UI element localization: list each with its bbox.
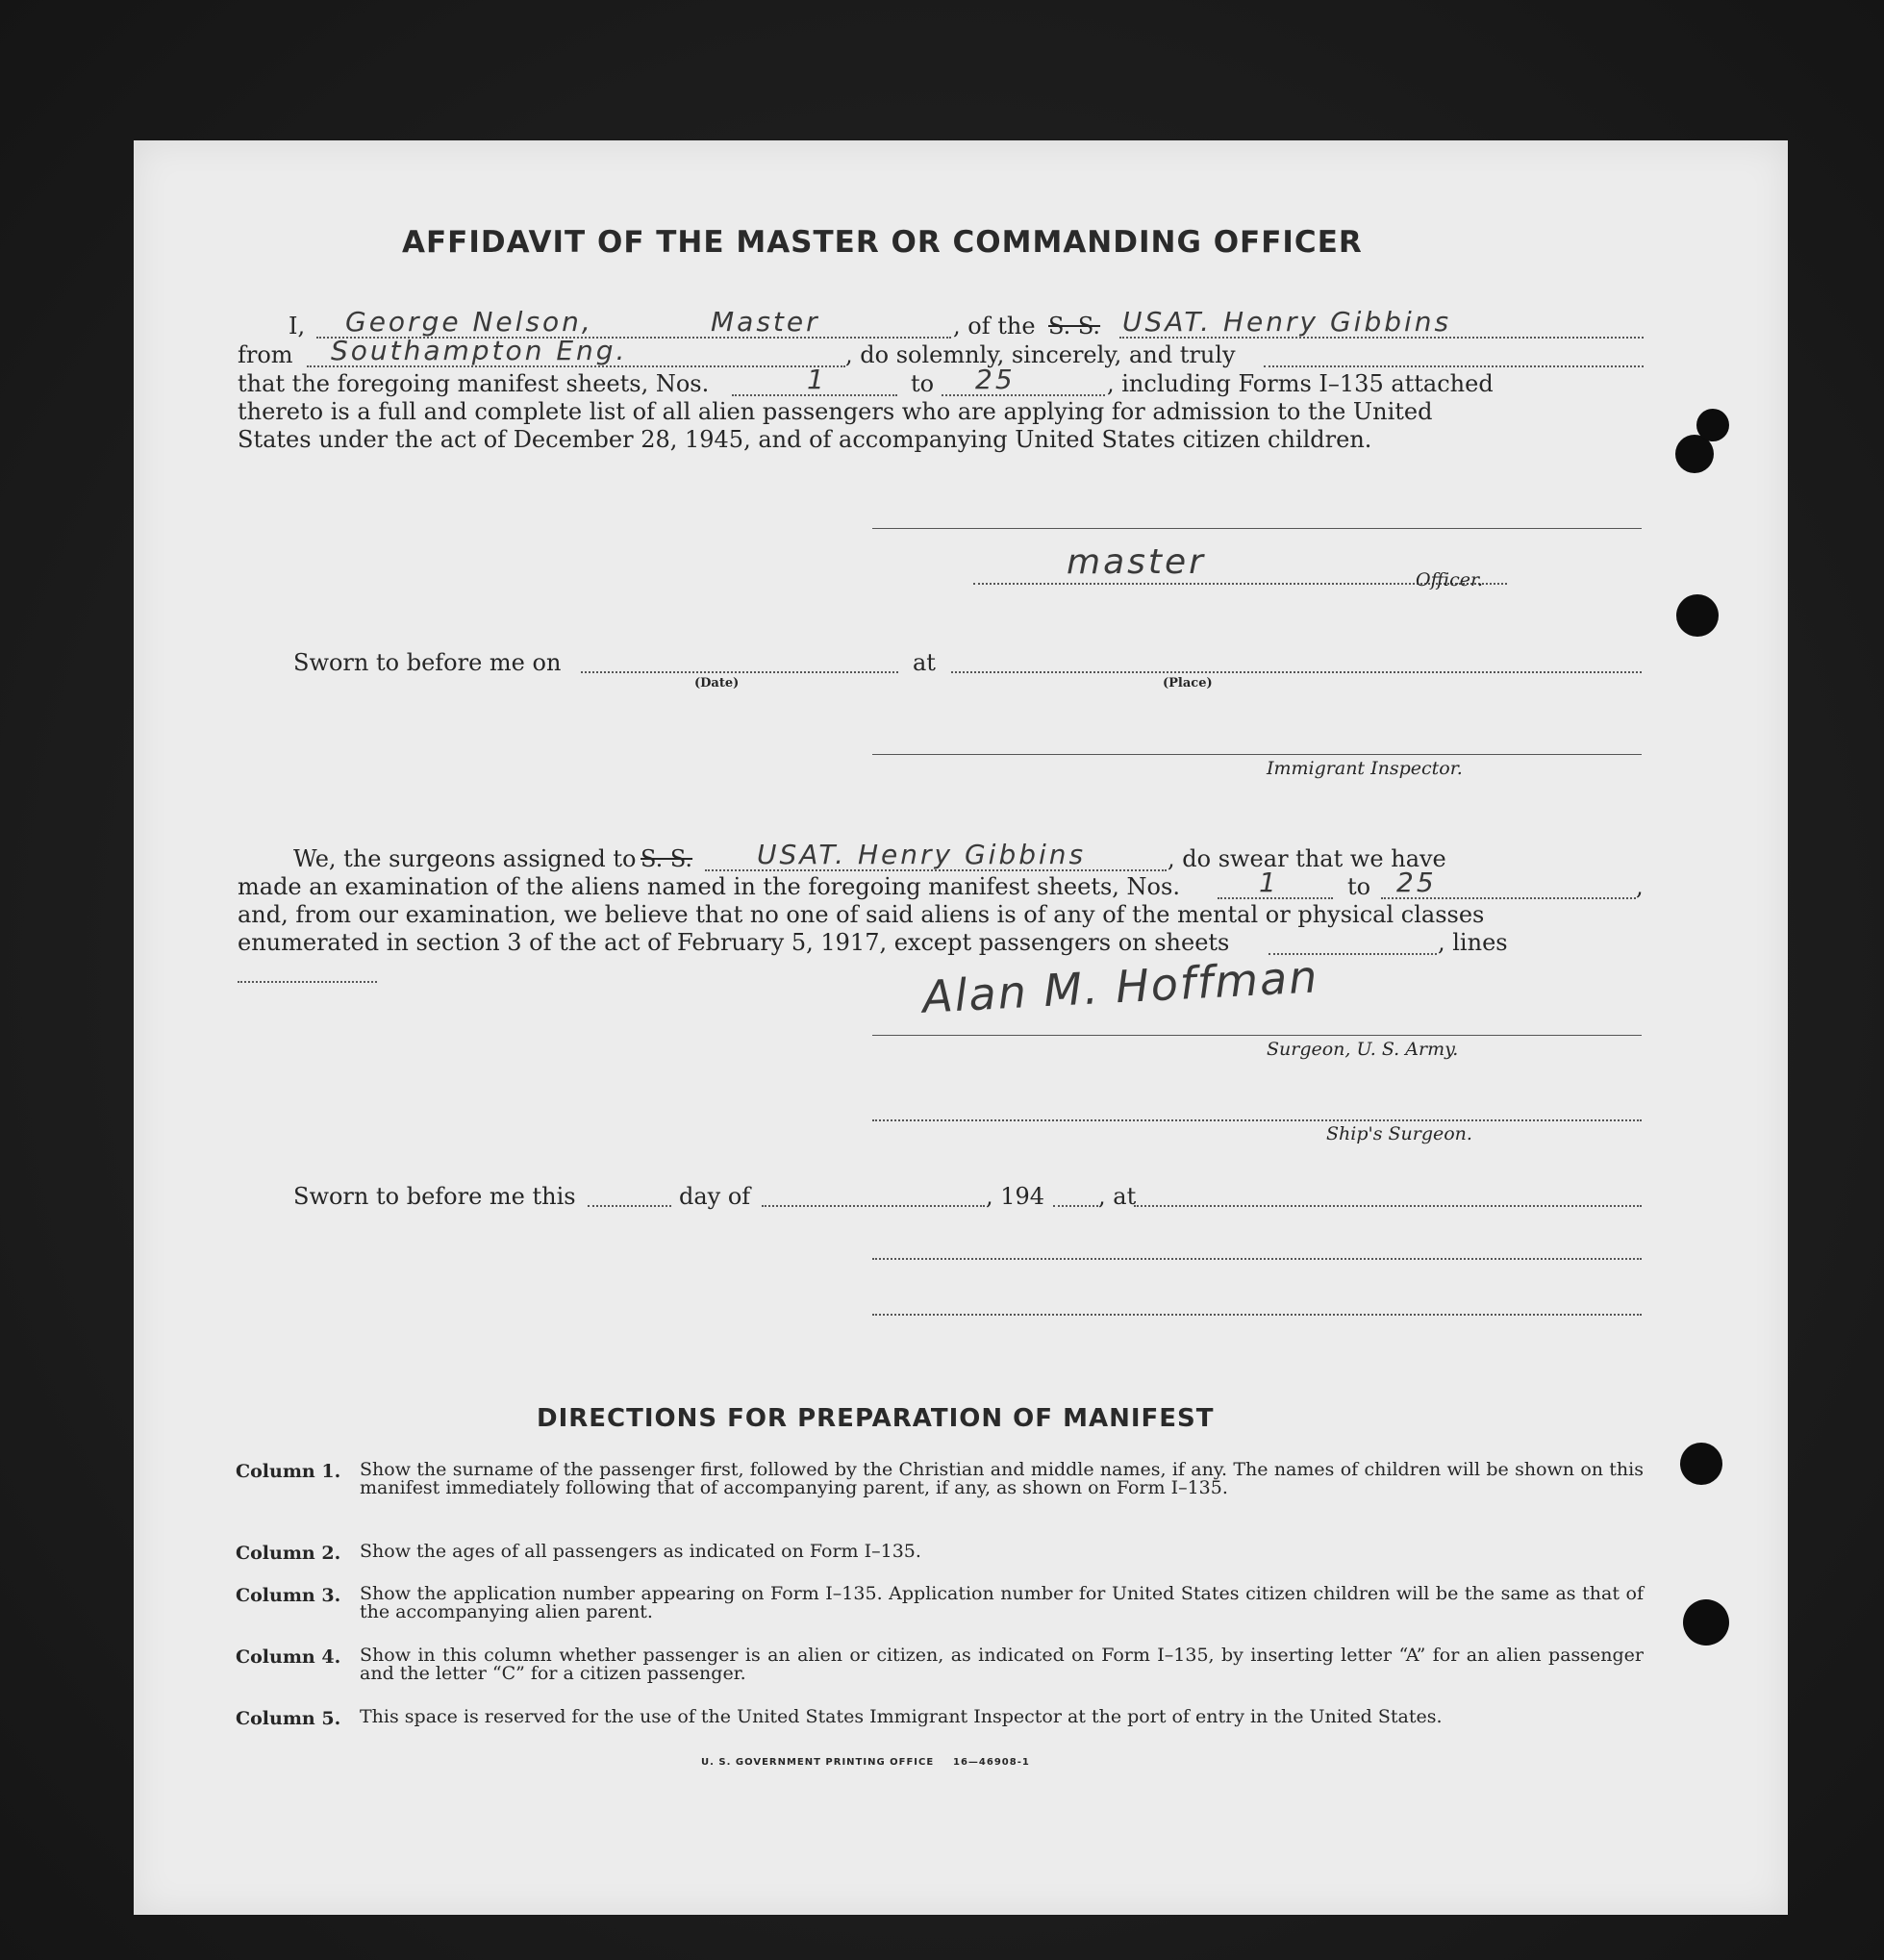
form-number: 16—46908-1 (953, 1757, 1030, 1768)
handwritten-surgeon-to: 25 (1396, 867, 1437, 898)
affidavit-title: AFFIDAVIT OF THE MASTER OR COMMANDING OFFICER (402, 225, 1363, 260)
sworn1-text: Sworn to before me on (293, 649, 562, 676)
date-label: (Date) (694, 676, 740, 691)
surgeon-army-label: Surgeon, U. S. Army. (1267, 1039, 1459, 1060)
p2-ss-struck: S. S. (641, 845, 693, 872)
handwritten-officer-signature: master (1067, 542, 1206, 582)
direction-column-5-text: This space is reserved for the use of the United States Immigrant Inspector at the port of entry in the United States. (360, 1706, 1443, 1727)
sworn-date-line (581, 671, 898, 673)
handwritten-master-title: Master (711, 306, 820, 338)
surgeon-army-signature-line (872, 1035, 1642, 1036)
direction-column-3-label: Column 3. (236, 1585, 341, 1606)
direction-column-1-text: Show the surname of the passenger first, followed by the Christian and middle names, if any. The names of children will be shown on this manifest immediately following that of accompanying parent, if any, as shown on Form I–135. (360, 1459, 1644, 1498)
p1-sheets-text: that the foregoing manifest sheets, Nos. (238, 370, 710, 397)
sheet-to-line (942, 394, 1105, 396)
p1-solemnly: , do solemnly, sincerely, and truly (845, 341, 1236, 368)
handwritten-master-name: George Nelson, (345, 306, 593, 338)
truly-line (1264, 365, 1644, 367)
p2-swear: , do swear that we have (1168, 845, 1446, 872)
sworn2-place-line (1134, 1205, 1642, 1207)
master-signature-line-1 (872, 528, 1642, 529)
handwritten-departure-port: Southampton Eng. (331, 335, 628, 366)
sworn2-at: , at (1098, 1183, 1137, 1210)
document-page (134, 140, 1788, 1915)
handwritten-surgeon-from: 1 (1259, 867, 1279, 898)
direction-column-4-text: Show in this column whether passenger is an alien or citizen, as indicated on Form I–135, by inserting letter “A” for an alien passenger and the letter “C” for a citizen passenger. (360, 1645, 1644, 1684)
inspector-signature-line (872, 754, 1642, 755)
sworn2-signature-line-1 (872, 1258, 1642, 1260)
sworn2-year-line (1053, 1205, 1098, 1207)
punch-hole (1683, 1599, 1729, 1646)
sworn2-month-line (762, 1205, 985, 1207)
direction-column-2-text: Show the ages of all passengers as indicated on Form I–135. (360, 1541, 921, 1562)
p1-including: , including Forms I–135 attached (1107, 370, 1494, 397)
p2-to: to (1347, 873, 1371, 900)
punch-hole (1680, 1443, 1722, 1485)
ship-surgeon-label: Ship's Surgeon. (1326, 1123, 1472, 1144)
sworn2-signature-line-2 (872, 1314, 1642, 1316)
punch-hole (1676, 594, 1719, 637)
sworn1-at: at (913, 649, 936, 676)
p1-ss-struck: S. S. (1048, 313, 1101, 339)
sworn2-year: , 194 (986, 1183, 1045, 1210)
sworn2-text: Sworn to before me this (293, 1183, 576, 1210)
sworn2-day-line (588, 1205, 671, 1207)
p1-from: from (238, 341, 293, 368)
handwritten-sheet-from: 1 (807, 364, 827, 395)
handwritten-sheet-to: 25 (975, 364, 1016, 395)
direction-column-5-label: Column 5. (236, 1708, 341, 1729)
except-lines-line (238, 981, 377, 983)
inspector-label: Immigrant Inspector. (1267, 758, 1463, 779)
p1-of-the: , of the (953, 313, 1036, 339)
handwritten-surgeon-ship: USAT. Henry Gibbins (757, 839, 1087, 870)
p1-line5: States under the act of December 28, 1945, and of accompanying United States citizen children. (238, 426, 1372, 453)
officer-label: Officer. (1416, 569, 1484, 591)
handwritten-ship-name: USAT. Henry Gibbins (1122, 306, 1452, 338)
direction-column-4-label: Column 4. (236, 1646, 341, 1668)
direction-column-3-text: Show the application number appearing on Form I–135. Application number for United States citizen children will be the same as that of the accompanying alien parent. (360, 1583, 1644, 1622)
handwritten-surgeon-signature: Alan M. Hoffman (920, 950, 1320, 1023)
directions-title: DIRECTIONS FOR PREPARATION OF MANIFEST (537, 1404, 1215, 1433)
p1-i: I, (289, 313, 306, 339)
direction-column-2-label: Column 2. (236, 1543, 341, 1564)
p2-surgeons-text: We, the surgeons assigned to (293, 845, 637, 872)
p2-line4: enumerated in section 3 of the act of February 5, 1917, except passengers on sheets (238, 929, 1230, 956)
p2-examination-text: made an examination of the aliens named in the foregoing manifest sheets, Nos. (238, 873, 1180, 900)
p2-line3: and, from our examination, we believe that no one of said aliens is of any of the mental or physical classes (238, 901, 1485, 928)
direction-column-1-label: Column 1. (236, 1461, 341, 1482)
p2-lines: , lines (1438, 929, 1508, 956)
p1-to: to (911, 370, 935, 397)
punch-hole (1696, 409, 1729, 441)
sworn-place-line (951, 671, 1642, 673)
ship-surgeon-signature-line (872, 1119, 1642, 1121)
place-label: (Place) (1163, 676, 1213, 691)
p1-line4: thereto is a full and complete list of all alien passengers who are applying for admission to the United (238, 398, 1433, 425)
p2-comma: , (1636, 873, 1644, 900)
sworn2-day-of: day of (679, 1183, 751, 1210)
printing-office: U. S. GOVERNMENT PRINTING OFFICE (701, 1757, 935, 1768)
